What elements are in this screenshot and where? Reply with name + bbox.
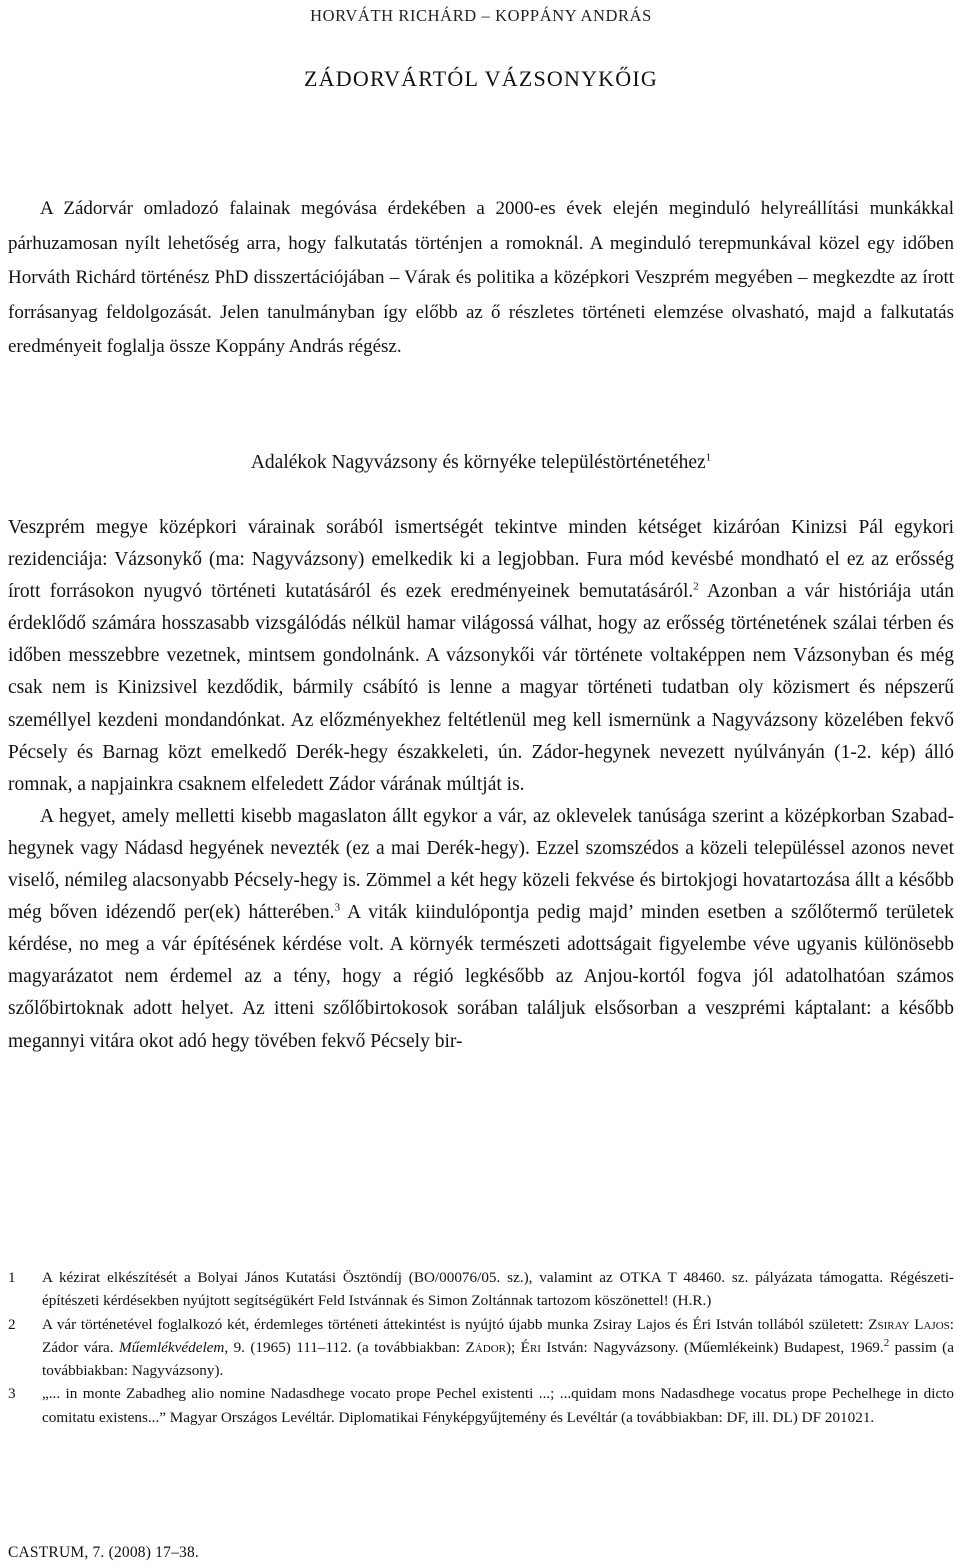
author-name: Zsiray Lajos xyxy=(868,1315,950,1333)
paragraph-1-part-b: Azonban a vár históriája után érdeklődő számára hosszasabb vizsgálódás nélkül hamar világossá válhat, hogy az erősség történetének szálai térben és időben messzebbre vezetnek, mintsem gondolnánk. A vázsonykői vár története voltaképpen nem Vázsonyban és még csak nem is Kinizsivel kezdődik, bármily csábító is lenne a magyar történeti tudatban oly közismert és népszerű személlyel kezdeni mondandónkat. Az előzményekhez feltétlenül meg kell ismernünk a Nagyvázsony közelében fekvő Pécsely és Barnag közt emelkedő Derék-hegy északkeleti, ún. Zádor-hegynek nevezett nyúlványán (1-2. kép) álló romnak, a napjainkra csaknem elfeledett Zádor várának múltját is. xyxy=(8,581,954,795)
footnote-text-part: , 9. (1965) 111–112. (a továbbiakban: xyxy=(224,1338,466,1356)
footnote-3 xyxy=(8,1382,954,1429)
paragraph-1 xyxy=(8,512,954,801)
footnote-number: 3 xyxy=(8,1385,16,1403)
journal-citation: CASTRUM, 7. (2008) 17–38. xyxy=(8,1544,200,1561)
running-head: HORVÁTH RICHÁRD – KOPPÁNY ANDRÁS xyxy=(310,6,652,25)
abstract: A Zádorvár omladozó falainak megóvása érdekében a 2000-es évek elején meginduló helyreállítási munkákkal párhuzamosan nyílt lehetőség arra, hogy falkutatás történjen a romoknál. A meginduló terepmunkával közel egy időben Horváth Richárd történész PhD disszertációjában – Várak és politika a középkori Veszprém megyében – megkezdte az írott forrásanyag feldolgozását. Jelen tanulmányban így előbb az ő részletes történeti elemzése olvasható, majd a falkutatás eredményeit foglalja össze Koppány András régész. xyxy=(8,198,954,358)
footnotes xyxy=(8,1266,954,1429)
footnote-number: 2 xyxy=(8,1315,16,1333)
edition-number: 2 xyxy=(883,1336,890,1349)
footnote-text-part: István: Nagyvázsony. (Műemlékeink) Budapest, 1969. xyxy=(540,1338,884,1356)
footnote-text-part: ); xyxy=(506,1338,521,1356)
paragraph-2-part-a: A hegyet, amely melletti kisebb magaslaton állt egykor a vár, az oklevelek tanúsága szerint a középkorban Szabad-hegynek vagy Nádasd hegyének nevezték (ez a mai Derék-hegy). Ezzel szomszédos a közeli településsel azonos nevet viselő, némileg alacsonyabb Pécsely-hegy is. Zömmel a két hegy közeli fekvése és birtokjogi hovatartozása állt a később még bőven idézendő per(ek) hátterében. xyxy=(8,805,954,924)
footnote-text xyxy=(42,1313,954,1383)
footnote-ref-2[interactable]: 2 xyxy=(693,580,699,593)
footnote-1 xyxy=(8,1266,954,1313)
section-title-text: Adalékok Nagyvázsony és környéke településtörténetéhez xyxy=(250,452,706,473)
footnote-text-part: A vár történetével foglalkozó két, érdemleges történeti áttekintést is nyújtó újabb munka Zsiray Lajos és Éri István tollából született: xyxy=(42,1315,869,1333)
footnote-ref-3[interactable]: 3 xyxy=(334,901,341,914)
author-name: Éri xyxy=(520,1338,541,1356)
footnote-2 xyxy=(8,1313,954,1383)
paragraph-2-part-b: A viták kiindulópontja pedig majd’ minden esetben a szőlőtermő területek kérdése, no meg a vár építésének kérdése volt. A környék természeti adottságait figyelembe véve ugyanis különösebb magyarázatot nem érdemel az a tény, hogy a régió legkésőbb az Anjou-kortól fogva jól adatolhatóan számos szőlőbirtoknak adott helyet. Az itteni szőlőbirtokosok sorában találjuk elsősorban a veszprémi káptalant: a később megannyi vitára okot adó hegy tövében fekvő Pécsely bir- xyxy=(8,902,955,1052)
footnote-text-part: : Zádor vára. xyxy=(42,1315,954,1356)
paragraph-2 xyxy=(8,801,954,1058)
footnote-ref-1[interactable]: 1 xyxy=(705,451,712,464)
journal-title: Műemlékvédelem xyxy=(118,1338,225,1356)
footnote-number: 1 xyxy=(8,1269,16,1286)
footnote-text-part: passim (a továbbiakban: Nagyvázsony). xyxy=(42,1338,954,1380)
footnote-text: „... in monte Zabadheg alio nomine Nadasdhege vocato prope Pechel existenti ...; ...quidam mons Nadasdhege vocatus prope Pechelhege in dicto comitatu existens...” Magyar Országos Levéltár. Diplomatikai Fényképgyűjtemény és Levéltár (a továbbiakban: DF, ill. DL) DF 201021. xyxy=(42,1385,954,1426)
article-title: ZÁDORVÁRTÓL VÁZSONYKŐIG xyxy=(304,66,658,91)
section-title xyxy=(8,452,954,474)
paragraph-1-part-a: Veszprém megye középkori várainak sorából ismertségét tekintve minden kétséget kizáróan Kinizsi Pál egykori rezidenciája: Vázsonykő (ma: Nagyvázsony) emelkedik ki a legjobban. Fura mód kevésbé mondható el ez az erősség írott forrásokon nyugvó történeti kutatásáról és ezek eredményeinek bemutatásáról. xyxy=(8,517,954,603)
abbreviation: Zádor xyxy=(465,1338,506,1356)
body-text xyxy=(8,512,954,1058)
footnote-text: A kézirat elkészítését a Bolyai János Kutatási Ösztöndíj (BO/00076/05. sz.), valamint az OTKA T 48460. sz. pályázata támogatta. Régészeti-építészeti kérdésekben nyújtott segítségükért Feld Istvánnak és Simon Zoltánnak tartozom köszönettel! (H.R.) xyxy=(42,1269,954,1310)
